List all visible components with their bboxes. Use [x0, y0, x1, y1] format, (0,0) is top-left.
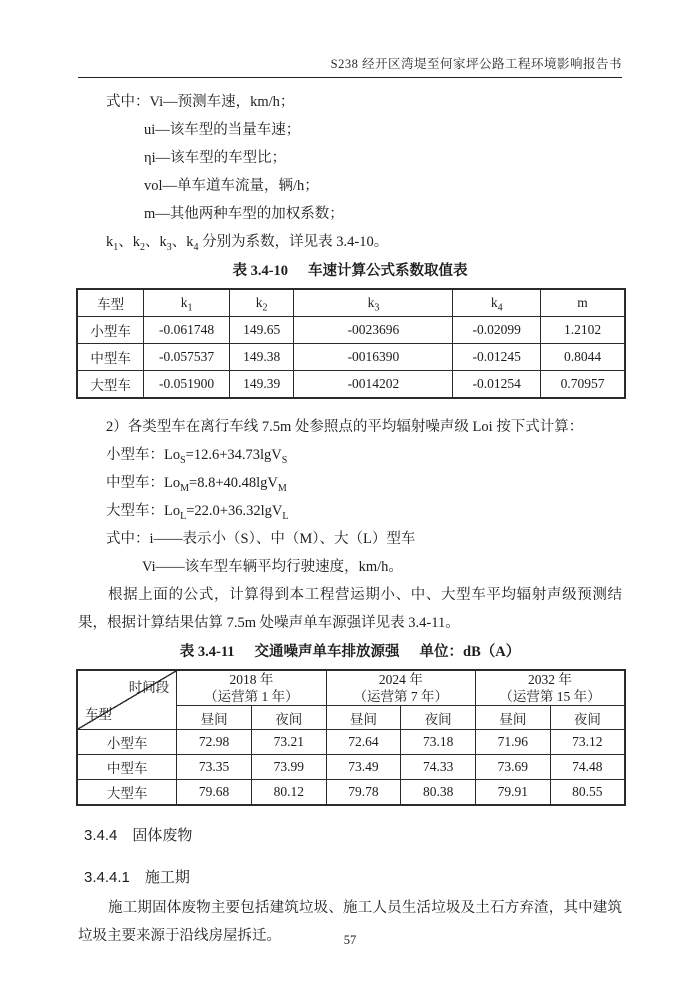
data-cell: -0.057537: [144, 344, 229, 371]
k-coefficients-note: $k_1$、$k_2$、$k_3$、$k_4$ 分别为系数，详见表 3.4-10。: [106, 234, 389, 253]
data-cell: -0.01254: [453, 371, 541, 399]
formula-note-m: m—其他两种车型的加权系数；: [144, 206, 344, 222]
data-cell: -0014202: [294, 371, 453, 399]
data-cell: 80.38: [401, 780, 476, 806]
table-row: [77, 371, 625, 399]
table2-title: 表 3.4-11 交通噪声单车排放源强 单位：dB（A）: [179, 644, 521, 660]
data-cell: 80.12: [251, 780, 326, 806]
header-cell: 车型: [77, 289, 144, 317]
table-row: [77, 730, 625, 755]
page-number: 57: [343, 933, 357, 947]
year-header-2024: 2024 年 （运营第 7 年）: [326, 670, 475, 706]
table-header-row: [77, 289, 625, 317]
corner-label-period: 时间段: [128, 680, 170, 695]
period-header: 夜间: [550, 706, 625, 730]
row-label: 小型车: [77, 317, 144, 344]
data-cell: 73.12: [550, 730, 625, 755]
period-header: 昼间: [177, 706, 252, 730]
data-cell: 149.38: [229, 344, 294, 371]
data-cell: 73.21: [251, 730, 326, 755]
formula-note-vol: vol—单车道车流量，辆/h；: [144, 178, 319, 194]
data-cell: 74.48: [550, 755, 625, 780]
formula-small-car: 小型车：$Lo_S=12.6+34.73\lg V_S$: [106, 447, 288, 466]
table1-title: 表 3.4-10 车速计算公式系数取值表: [232, 263, 468, 279]
data-cell: 71.96: [475, 730, 550, 755]
data-cell: 79.91: [475, 780, 550, 806]
data-cell: 149.65: [229, 317, 294, 344]
data-cell: 79.78: [326, 780, 401, 806]
corner-header-cell: [77, 670, 177, 730]
data-cell: 73.69: [475, 755, 550, 780]
data-cell: 73.49: [326, 755, 401, 780]
data-cell: 72.64: [326, 730, 401, 755]
prediction-paragraph: 根据上面的公式，计算得到本工程营运期小、中、大型车平均辐射声级预测结果，根据计算结果估算 7.5m 处噪声单车源强详见表 3.4-11。: [78, 587, 622, 631]
data-cell: -0023696: [294, 317, 453, 344]
data-cell: 0.70957: [541, 371, 625, 399]
row-label: 大型车: [77, 780, 177, 806]
section-heading-solid-waste: 3.4.4 固体废物: [84, 827, 193, 844]
page-footer: [0, 933, 700, 948]
period-header: 昼间: [326, 706, 401, 730]
header-cell: $k_4$: [453, 289, 541, 317]
row-label: 大型车: [77, 371, 144, 399]
data-cell: -0.061748: [144, 317, 229, 344]
corner-label-vehicle: 车型: [85, 707, 112, 722]
page-header: [78, 54, 622, 78]
formula-note-vi: 式中：Vi—预测车速，km/h；: [106, 94, 295, 110]
data-cell: 74.33: [401, 755, 476, 780]
year-header-2018: 2018 年 （运营第 1 年）: [177, 670, 326, 706]
formula-note-eta: ηi—该车型的车型比；: [144, 150, 287, 166]
table-row: [77, 344, 625, 371]
row-label: 小型车: [77, 730, 177, 755]
formula-note-i: 式中：i——表示小（S）、中（M）、大（L）型车: [106, 531, 416, 547]
header-cell: $k_2$: [229, 289, 294, 317]
formula-note-vi2: Vi——该车型车辆平均行驶速度，km/h。: [142, 559, 403, 575]
formula-large-car: 大型车：$Lo_L=22.0+36.32\lg V_L$: [106, 503, 289, 522]
data-cell: 72.98: [177, 730, 252, 755]
data-cell: -0.01245: [453, 344, 541, 371]
row-label: 中型车: [77, 755, 177, 780]
data-cell: 79.68: [177, 780, 252, 806]
data-cell: -0016390: [294, 344, 453, 371]
table-header-row: [77, 670, 625, 706]
period-header: 夜间: [401, 706, 476, 730]
data-cell: 0.8044: [541, 344, 625, 371]
header-cell: $k_3$: [294, 289, 453, 317]
report-title: S238 经开区湾堤至何家坪公路工程环境影响报告书: [330, 57, 622, 71]
row-label: 中型车: [77, 344, 144, 371]
table-row: [77, 755, 625, 780]
data-cell: 73.35: [177, 755, 252, 780]
page-body: [78, 88, 622, 950]
data-cell: -0.02099: [453, 317, 541, 344]
formula-note-ui: ui—该车型的当量车速；: [144, 122, 301, 138]
year-header-2032: 2032 年 （运营第 15 年）: [475, 670, 625, 706]
table-row: [77, 780, 625, 806]
table-speed-coefficients: [76, 288, 626, 399]
section2-intro: 2）各类型车在离行车线 7.5m 处参照点的平均辐射噪声级 Loi 按下式计算：: [106, 419, 584, 435]
period-header: 夜间: [251, 706, 326, 730]
header-cell: $k_1$: [144, 289, 229, 317]
data-cell: 149.39: [229, 371, 294, 399]
table-row: [77, 317, 625, 344]
table-noise-source-strength: [76, 669, 626, 806]
solid-waste-paragraph: 施工期固体废物主要包括建筑垃圾、施工人员生活垃圾及土石方弃渣，其中建筑垃圾主要来源于沿线房屋拆迁。: [78, 900, 622, 944]
data-cell: -0.051900: [144, 371, 229, 399]
data-cell: 80.55: [550, 780, 625, 806]
data-cell: 73.99: [251, 755, 326, 780]
subsection-heading-construction: 3.4.4.1 施工期: [84, 869, 190, 886]
data-cell: 1.2102: [541, 317, 625, 344]
formula-medium-car: 中型车：$Lo_M=8.8+40.48\lg V_M$: [106, 475, 287, 494]
period-header: 昼间: [475, 706, 550, 730]
header-cell: m: [541, 289, 625, 317]
data-cell: 73.18: [401, 730, 476, 755]
